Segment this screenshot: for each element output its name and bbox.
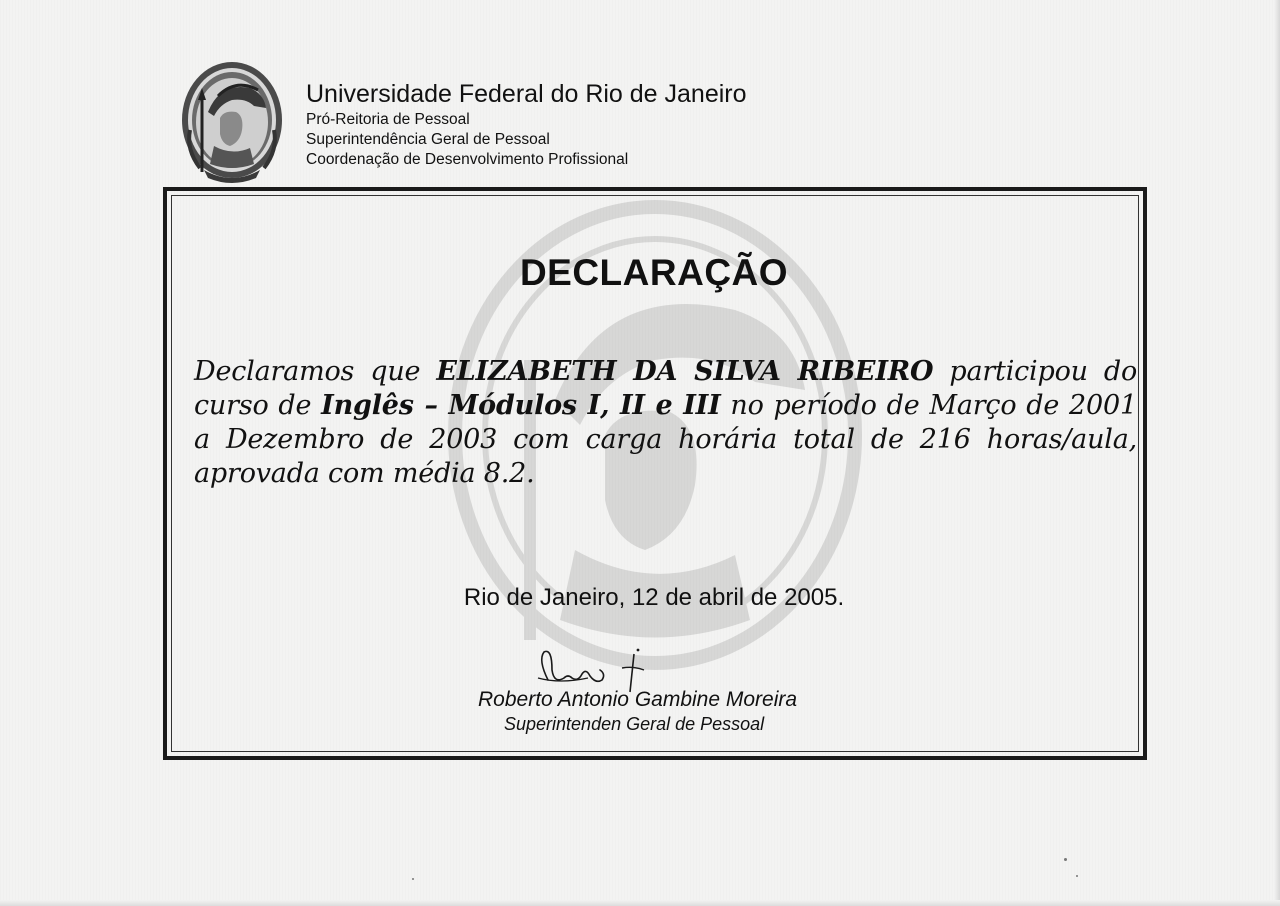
university-name: Universidade Federal do Rio de Janeiro [306,80,747,108]
participant-name: ELIZABETH DA SILVA RIBEIRO [436,356,934,387]
body-intro: Declaramos que [194,356,421,387]
ufrj-seal-icon [180,60,284,186]
body-details: no período de Março de 2001 a Dezembro de 2003 com carga horária total de 216 horas/aula, aprovada com média 8.2. [194,390,1137,489]
signer-name: Roberto Antonio Gambine Moreira [478,688,798,711]
paper-edge-right [1274,0,1280,906]
org-line-pro-reitoria: Pró-Reitoria de Pessoal [306,111,470,128]
place-date-text: Rio de Janeiro, 12 de abril de 2005. [463,584,845,611]
org-line-superintendencia: Superintendência Geral de Pessoal [306,131,550,148]
scan-speck [1076,875,1078,877]
scan-speck [412,878,414,880]
declaration-body [194,355,1137,491]
org-line-coordenacao: Coordenação de Desenvolvimento Profissional [306,151,629,168]
signer-role: Superintenden Geral de Pessoal [504,714,765,734]
paper-edge-bottom [0,900,1280,906]
course-name: Inglês – Módulos I, II e III [321,390,721,421]
scan-speck [1064,858,1067,861]
place-and-date [171,584,1137,612]
body-participated: participou do curso de [194,356,1137,421]
document-title: DECLARAÇÃO [519,252,789,293]
